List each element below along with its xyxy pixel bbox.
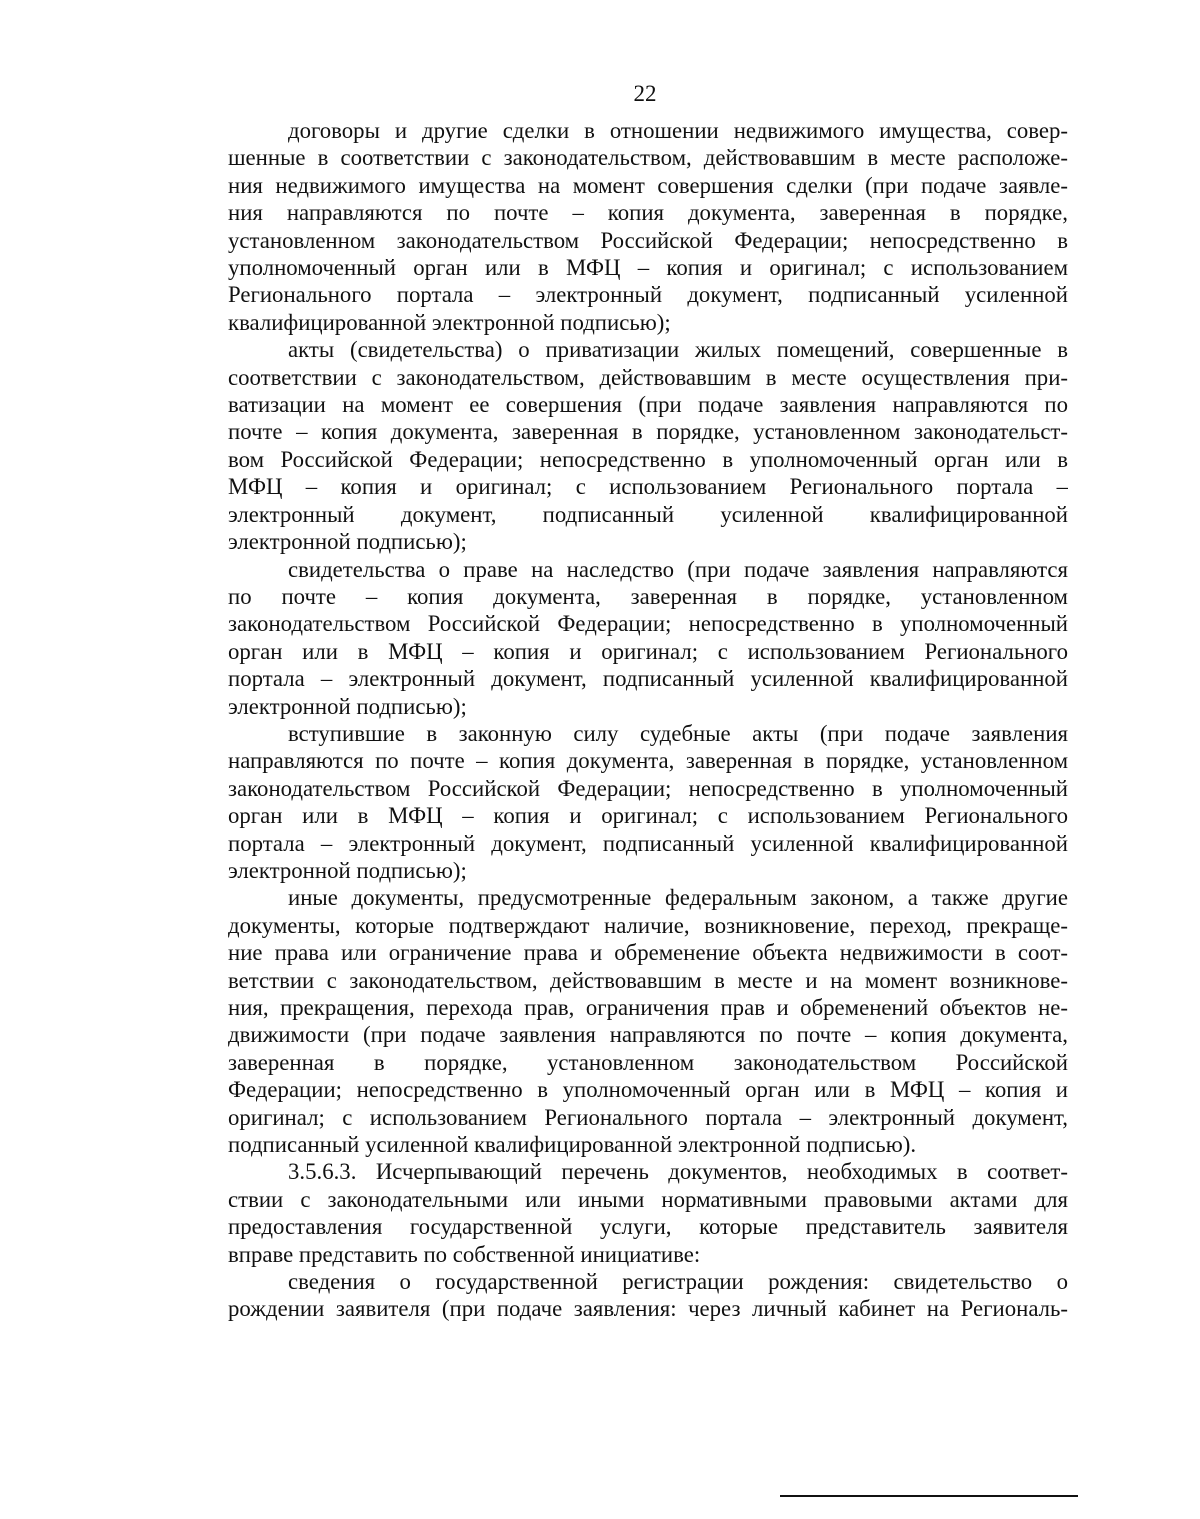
text-line: портала – электронный документ, подписанный усиленной квалифицированной bbox=[228, 830, 1068, 856]
text-line: орган или в МФЦ – копия и оригинал; с использованием Регионального bbox=[228, 638, 1068, 664]
text-line: уполномоченный орган или в МФЦ – копия и оригинал; с использованием bbox=[228, 255, 1068, 281]
paragraph bbox=[228, 1158, 1068, 1268]
paragraph bbox=[228, 720, 1068, 884]
text-line: иные документы, предусмотренные федеральным законом, а также другие bbox=[288, 885, 1068, 911]
text-line: законодательством Российской Федерации; непосредственно в уполномоченный bbox=[228, 775, 1068, 801]
text-line: свидетельства о праве на наследство (при подаче заявления направляются bbox=[288, 556, 1068, 582]
text-line: соответствии с законодательством, действовавшим в месте осуществления при- bbox=[228, 364, 1068, 390]
text-line: 3.5.6.3. Исчерпывающий перечень документов, необходимых в соответ- bbox=[288, 1159, 1068, 1185]
text-line: предоставления государственной услуги, которые представитель заявителя bbox=[228, 1214, 1068, 1240]
text-line: договоры и другие сделки в отношении недвижимого имущества, совер- bbox=[288, 118, 1068, 143]
text-line: портала – электронный документ, подписанный усиленной квалифицированной bbox=[228, 666, 1068, 692]
text-line: вправе представить по собственной инициативе: bbox=[228, 1241, 701, 1267]
text-line: вступившие в законную силу судебные акты (при подаче заявления bbox=[288, 720, 1068, 746]
text-line: подписанный усиленной квалифицированной электронной подписью). bbox=[228, 1132, 917, 1158]
text-line: электронный документ, подписанный усиленной квалифицированной bbox=[228, 501, 1068, 527]
text-line: ватизации на момент ее совершения (при подаче заявления направляются по bbox=[228, 392, 1068, 418]
text-line: акты (свидетельства) о приватизации жилых помещений, совершенные в bbox=[288, 337, 1068, 363]
text-line: документы, которые подтверждают наличие, возникновение, переход, прекраще- bbox=[228, 912, 1068, 938]
text-line: почте – копия документа, заверенная в порядке, установленном законодательст- bbox=[228, 419, 1068, 445]
text-line: по почте – копия документа, заверенная в порядке, установленном bbox=[228, 583, 1068, 609]
text-line: установленном законодательством Российской Федерации; непосредственно в bbox=[228, 227, 1068, 253]
text-line: электронной подписью); bbox=[228, 529, 467, 555]
page-number: 22 bbox=[633, 81, 657, 106]
text-line: сведения о государственной регистрации рождения: свидетельство о bbox=[288, 1269, 1068, 1295]
text-line: квалифицированной электронной подписью); bbox=[228, 309, 671, 335]
text-line: ния, прекращения, перехода прав, ограничения прав и обременений объектов не- bbox=[228, 995, 1068, 1020]
text-line: вом Российской Федерации; непосредственно в уполномоченный орган или в bbox=[228, 446, 1068, 472]
text-line: законодательством Российской Федерации; непосредственно в уполномоченный bbox=[228, 611, 1068, 637]
text-line: ния недвижимого имущества на момент совершения сделки (при подаче заявле- bbox=[228, 172, 1068, 198]
paragraph bbox=[228, 1268, 1068, 1323]
text-line: Федерации; непосредственно в уполномоченный орган или в МФЦ – копия и bbox=[228, 1077, 1068, 1103]
text-line: электронной подписью); bbox=[228, 693, 467, 719]
text-line: МФЦ – копия и оригинал; с использованием Регионального портала – bbox=[228, 474, 1068, 500]
paragraph bbox=[228, 336, 1068, 555]
text-line: заверенная в порядке, установленном законодательством Российской bbox=[228, 1049, 1068, 1075]
text-line: шенные в соответствии с законодательством, действовавшим в месте расположе- bbox=[228, 145, 1068, 171]
footer-rule bbox=[780, 1495, 1078, 1497]
text-line: орган или в МФЦ – копия и оригинал; с использованием Регионального bbox=[228, 803, 1068, 829]
text-line: Регионального портала – электронный документ, подписанный усиленной bbox=[228, 282, 1068, 308]
text-line: ствии с законодательными или иными нормативными правовыми актами для bbox=[228, 1186, 1068, 1212]
text-line: движимости (при подаче заявления направляются по почте – копия документа, bbox=[228, 1022, 1068, 1048]
text-line: рождении заявителя (при подаче заявления: через личный кабинет на Региональ- bbox=[228, 1296, 1068, 1322]
text-line: направляются по почте – копия документа, заверенная в порядке, установленном bbox=[228, 748, 1068, 774]
document-body bbox=[228, 117, 1068, 1323]
paragraph bbox=[228, 884, 1068, 1158]
paragraph bbox=[228, 556, 1068, 720]
text-line: электронной подписью); bbox=[228, 857, 467, 883]
text-line: ветствии с законодательством, действовавшим в месте и на момент возникнове- bbox=[228, 967, 1068, 993]
paragraph bbox=[228, 117, 1068, 336]
text-line: ние права или ограничение права и обременение объекта недвижимости в соот- bbox=[228, 940, 1068, 966]
text-line: ния направляются по почте – копия документа, заверенная в порядке, bbox=[228, 200, 1068, 226]
text-line: оригинал; с использованием Регионального портала – электронный документ, bbox=[228, 1104, 1068, 1130]
